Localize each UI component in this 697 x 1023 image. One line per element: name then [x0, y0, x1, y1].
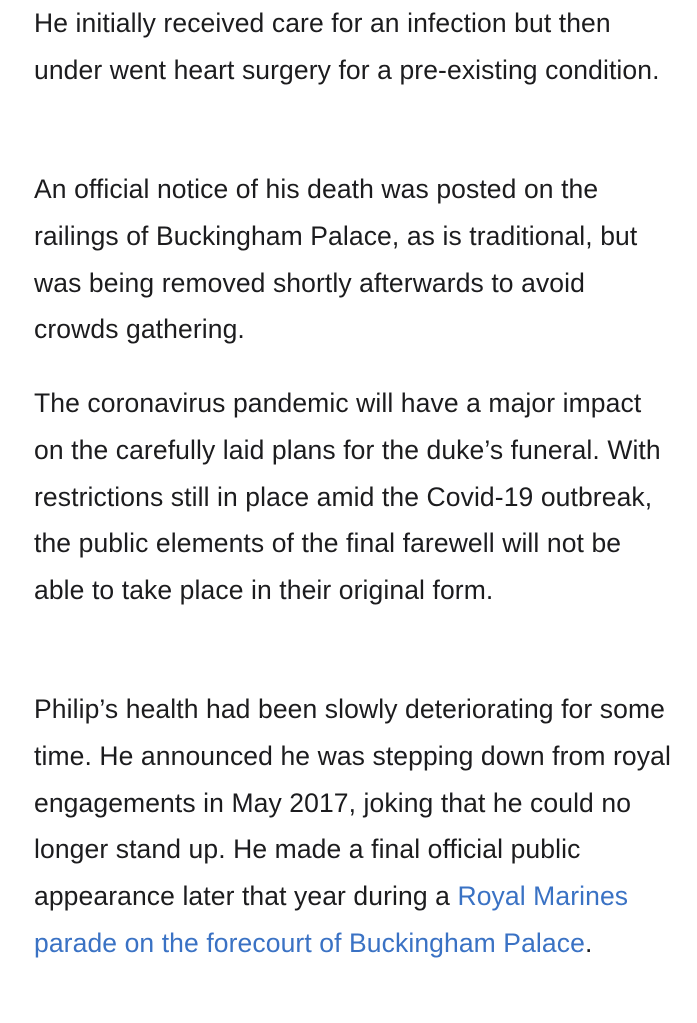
article-paragraph-4	[34, 686, 674, 967]
paragraph-text-after-link: .	[584, 927, 593, 958]
article-paragraph-3: The coronavirus pandemic will have a major impact on the carefully laid plans for the duke’s funeral. With restrictions still in place amid the Covid-19 outbreak, the public elements of the final farewell will not be able to take place in their original form.	[34, 388, 661, 606]
paragraph-text-before-link: Philip’s health had been slowly deteriorating for some time. He announced he was stepping down from royal engagements in May 2017, joking that he could no longer stand up. He made a final official public appearance later that year during a	[34, 694, 671, 912]
article-paragraph-2: An official notice of his death was posted on the railings of Buckingham Palace, as is traditional, but was being removed shortly afterwards to avoid crowds gathering.	[34, 174, 638, 345]
royal-marines-parade-link[interactable]: Royal Marines parade on the forecourt of Buckingham Palace	[34, 881, 629, 958]
article-paragraph-1: He initially received care for an infection but then under went heart surgery for a pre-existing condition.	[34, 8, 660, 85]
